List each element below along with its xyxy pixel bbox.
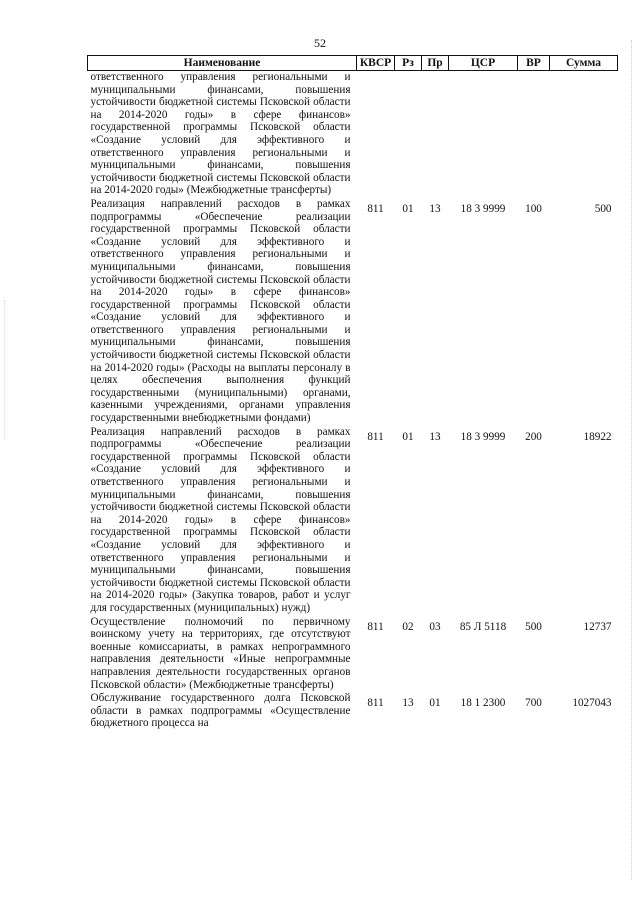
table-header bbox=[88, 56, 618, 71]
scan-margin-line-left bbox=[4, 300, 6, 440]
table-row-continuation bbox=[88, 71, 618, 197]
table-row bbox=[88, 197, 618, 425]
row-kvsr: 811 bbox=[367, 620, 384, 633]
row-name: Обслуживание государственного долга Псковской области в рамках подпрограммы «Осуществление бюджетного процесса на bbox=[90, 692, 351, 730]
row-pr: 03 bbox=[429, 620, 441, 633]
row-csr: 85 Л 5118 bbox=[459, 620, 507, 633]
row-kvsr: 811 bbox=[367, 430, 384, 443]
row-vr: 100 bbox=[525, 202, 542, 215]
header-vr: ВР bbox=[518, 56, 550, 71]
row-sum: 1027043 bbox=[572, 697, 612, 710]
table-row bbox=[88, 425, 618, 615]
row-name: Реализация направлений расходов в рамках подпрограммы «Обеспечение реализации государственной программы Псковской области «Создание условий для эффективного и ответственного управления региональными и муниципальными финансами, повышения устойчивости бюджетной системы Псковской области на 2014-2020 годы» в сфере финансов» государственной программы Псковской области «Создание условий для эффективного и ответственного управления региональными и муниципальными финансами, повышения устойчивости бюджетной системы Псковской области на 2014-2020 годы» (Расходы на выплаты персоналу в целях обеспечения выполнения функций государственными (муниципальными) органами, казенными учреждениями, органами управления государственными внебюджетными фондами) bbox=[90, 197, 351, 425]
row-kvsr: 811 bbox=[367, 202, 384, 215]
budget-table bbox=[87, 55, 618, 730]
row-rz: 01 bbox=[402, 430, 414, 443]
header-kvsr: КВСР bbox=[357, 56, 395, 71]
table-row bbox=[88, 691, 618, 730]
row-name: ответственного управления региональными и муниципальными финансами, повышения устойчивости бюджетной системы Псковской области на 2014-2020 годы» в сфере финансов» государственной программы Псковской области «Создание условий для эффективного и ответственного управления региональными и муниципальными финансами, повышения устойчивости бюджетной системы Псковской области на 2014-2020 годы» (Межбюджетные трансферты) bbox=[90, 71, 351, 197]
row-name: Осуществление полномочий по первичному воинскому учету на территориях, где отсутствуют военные комиссариаты, в рамках непрограммного направления деятельности «Иные непрограммные направления деятельности государственных органов Псковской области» (Межбюджетные трансферты) bbox=[90, 615, 351, 691]
row-rz: 02 bbox=[402, 620, 414, 633]
row-sum: 18922 bbox=[583, 430, 612, 443]
row-rz: 13 bbox=[402, 697, 414, 710]
row-csr: 18 1 2300 bbox=[460, 697, 506, 710]
scan-margin-line bbox=[631, 40, 633, 880]
page-number: 52 bbox=[314, 36, 326, 50]
row-kvsr: 811 bbox=[367, 697, 384, 710]
row-rz: 01 bbox=[402, 202, 414, 215]
row-pr: 01 bbox=[429, 697, 441, 710]
row-vr: 700 bbox=[525, 697, 542, 710]
header-csr: ЦСР bbox=[449, 56, 518, 71]
header-name: Наименование bbox=[88, 56, 357, 71]
row-name: Реализация направлений расходов в рамках подпрограммы «Обеспечение реализации государственной программы Псковской области «Создание условий для эффективного и ответственного управления региональными и муниципальными финансами, повышения устойчивости бюджетной системы Псковской области на 2014-2020 годы» в сфере финансов» государственной программы Псковской области «Создание условий для эффективного и ответственного управления региональными и муниципальными финансами, повышения устойчивости бюджетной системы Псковской области на 2014-2020 годы» (Закупка товаров, работ и услуг для государственных (муниципальных) нужд) bbox=[90, 425, 351, 614]
row-pr: 13 bbox=[429, 430, 441, 443]
table-row bbox=[88, 615, 618, 692]
header-sum: Сумма bbox=[550, 56, 618, 71]
row-vr: 500 bbox=[525, 620, 542, 633]
row-vr: 200 bbox=[525, 430, 542, 443]
row-sum: 12737 bbox=[583, 620, 612, 633]
row-pr: 13 bbox=[429, 202, 441, 215]
header-pr: Пр bbox=[422, 56, 449, 71]
header-rz: Рз bbox=[395, 56, 422, 71]
row-csr: 18 3 9999 bbox=[460, 202, 506, 215]
row-sum: 500 bbox=[594, 202, 612, 215]
row-csr: 18 3 9999 bbox=[460, 430, 506, 443]
